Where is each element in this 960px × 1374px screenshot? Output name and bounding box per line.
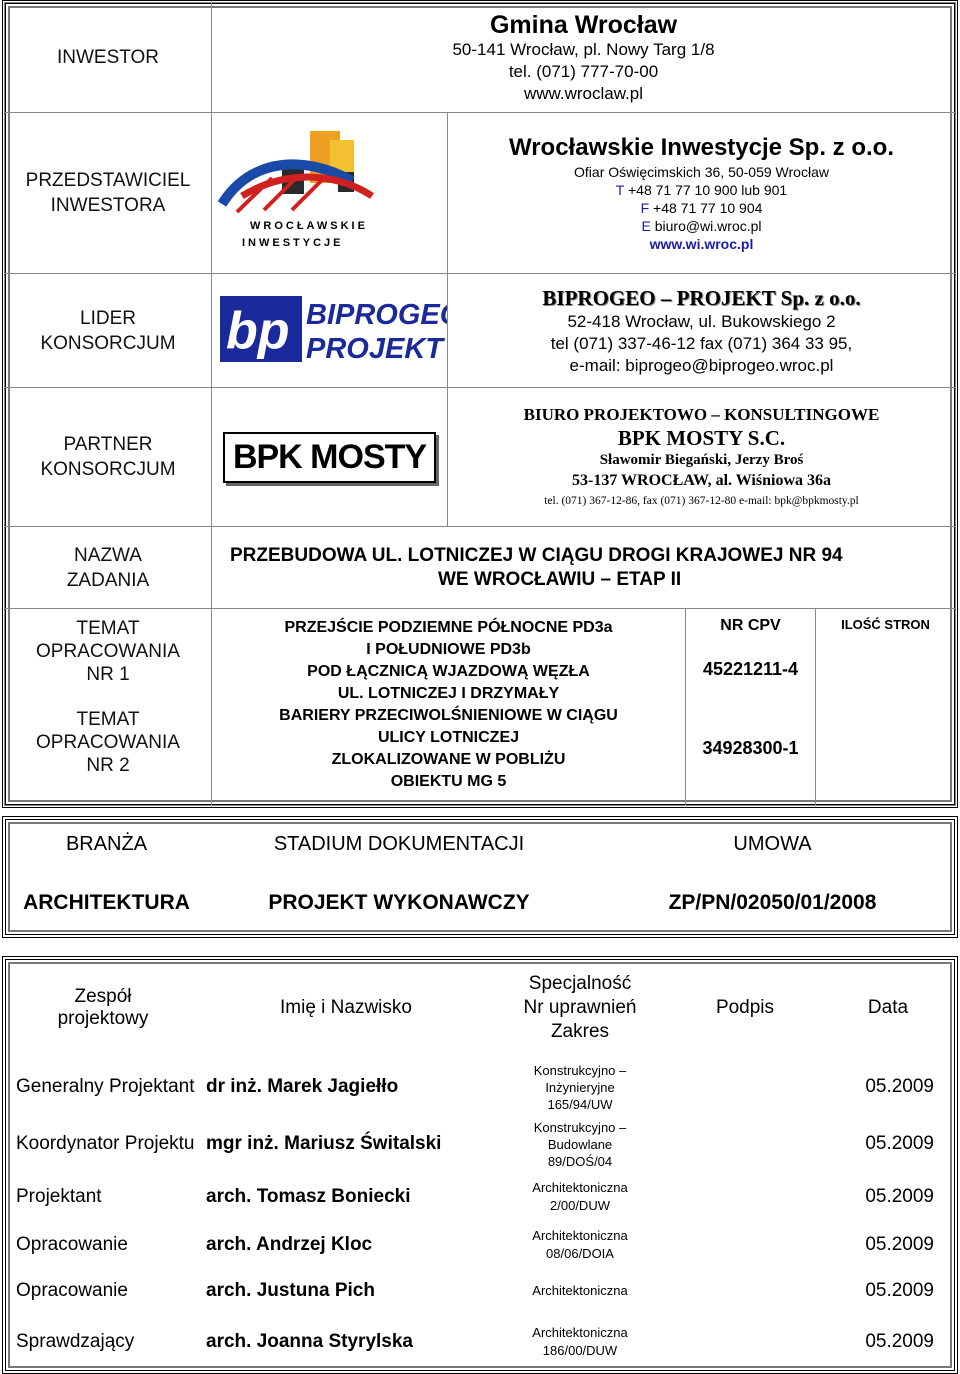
bpk-logo [212,388,448,527]
partner-address: 53-137 WROCŁAW, al. Wiśniowa 36a [571,472,831,490]
header-table [4,2,956,806]
table-row: Opracowanie arch. Andrzej Kloc Architektoniczna 08/06/DOIA 05.2009 [16,1228,934,1261]
branch-value: ARCHITEKTURA [23,891,190,914]
cpv-column [686,609,816,806]
task-line1: PRZEBUDOWA UL. LOTNICZEJ W CIĄGU DROGI KRAJOWEJ NR 94 [230,544,843,566]
branch-table [4,818,956,936]
leader-label: LIDER KONSORCJUM [5,274,212,388]
task-line2: WE WROCŁAWIU – ETAP II [438,568,682,590]
stage-header: STADIUM DOKUMENTACJI [273,832,525,855]
topics-text: PRZEJŚCIE PODZIEMNE PÓŁNOCNE PD3a I POŁUDNIOWE PD3b POD ŁĄCZNICĄ WJAZDOWĄ WĘZŁA UL. LOTNICZEJ I DRZYMAŁY BARIERY PRZECIWOLŚNIENIOWE W CIĄGU ULICY LOTNICZEJ ZLOKALIZOWANE W POBLIŻU OBIEKTU MG 5 [212,609,686,806]
cpv-1: 45221211-4 [702,659,799,680]
leader-name: BIPROGEO – PROJEKT Sp. z o.o. [542,285,861,310]
investor-address: 50-141 Wrocław, pl. Nowy Targ 1/8 [452,39,715,59]
bpk-logo-text: BPK MOSTY [223,432,436,483]
partner-line1: BIURO PROJEKTOWO – KONSULTINGOWE [523,405,880,425]
investor-phone: tel. (071) 777-70-00 [508,61,659,81]
team-table [4,958,956,1370]
branch-header: BRANŻA [65,832,148,855]
representative-label: PRZEDSTAWICIEL INWESTORA [5,113,212,274]
pages-header: ILOŚĆ STRON [841,617,930,633]
representative-www[interactable]: www.wi.wroc.pl [649,236,754,253]
signature-header: Podpis [715,997,775,1018]
investor-name: Gmina Wrocław [489,10,678,39]
svg-text:INWESTYCJE: INWESTYCJE [242,236,344,249]
cpv-header: NR CPV [720,617,781,635]
team-header: Zespół projektowy [57,986,149,1029]
svg-text:bp: bp [226,302,290,361]
biprogeo-logo [212,274,448,388]
leader-phone: tel (071) 337-46-12 fax (071) 364 33 95, [550,333,853,353]
investor-label: INWESTOR [5,3,212,113]
representative-info: Wrocławskie Inwestycje Sp. z o.o. Ofiar Oświęcimskich 36, 50-059 Wrocław T +48 71 77 10 900 lub 901 F +48 71 77 10 904 E biuro@wi.wroc.pl www.wi.wroc.pl [448,113,956,274]
cpv-2: 34928300-1 [702,738,799,759]
table-row: Generalny Projektant dr inż. Marek Jagiełło Konstrukcyjno – Inżynieryjne 165/94/UW 05.2009 [16,1062,934,1112]
task-info [212,526,956,608]
svg-text:BIPROGEO: BIPROGEO [306,299,447,332]
name-header: Imię i Nazwisko [280,997,412,1018]
investor-www[interactable]: www.wroclaw.pl [523,83,644,103]
contract-value: ZP/PN/02050/01/2008 [668,891,877,914]
leader-info [448,274,956,388]
biprogeo-logo-graphic [212,288,447,368]
partner-people: Sławomir Biegański, Jerzy Broś [599,452,804,469]
partner-name: BPK MOSTY S.C. [617,426,786,451]
topics-label: TEMAT OPRACOWANIA NR 1 TEMAT OPRACOWANIA NR 2 [5,609,212,806]
leader-address: 52-418 Wrocław, ul. Bukowskiego 2 [567,311,836,331]
leader-email: e-mail: biprogeo@biprogeo.wroc.pl [569,355,834,375]
svg-text:PROJEKT: PROJEKT [306,333,443,366]
table-row: Koordynator Projektu mgr inż. Mariusz Świtalski Konstrukcyjno – Budowlane 89/DOŚ/04 05.2009 [16,1119,934,1169]
spec-header: Specjalność Nr uprawnień Zakres [523,973,637,1042]
table-row: Opracowanie arch. Justuna Pich Architektoniczna 05.2009 [16,1280,934,1301]
contract-header: UMOWA [733,832,812,855]
stage-value: PROJEKT WYKONAWCZY [268,891,530,914]
pages-column [816,609,956,806]
investor-info [212,3,956,113]
date-header: Data [867,997,909,1018]
partner-info [448,388,956,527]
table-row: Sprawdzający arch. Joanna Styrylska Architektoniczna 186/00/DUW 05.2009 [16,1325,934,1358]
wi-logo [212,113,448,274]
task-label: NAZWA ZADANIA [5,526,212,608]
svg-text:WROCŁAWSKIE: WROCŁAWSKIE [250,219,368,232]
partner-contact: tel. (071) 367-12-86, fax (071) 367-12-80 e-mail: bpk@bpkmosty.pl [544,495,859,508]
representative-name: Wrocławskie Inwestycje Sp. z o.o. [508,134,895,162]
representative-address: Ofiar Oświęcimskich 36, 50-059 Wrocław [574,164,829,181]
table-row: Projektant arch. Tomasz Boniecki Architektoniczna 2/00/DUW 05.2009 [16,1180,934,1213]
partner-label: PARTNER KONSORCJUM [5,388,212,527]
wi-logo-graphic [212,126,447,256]
